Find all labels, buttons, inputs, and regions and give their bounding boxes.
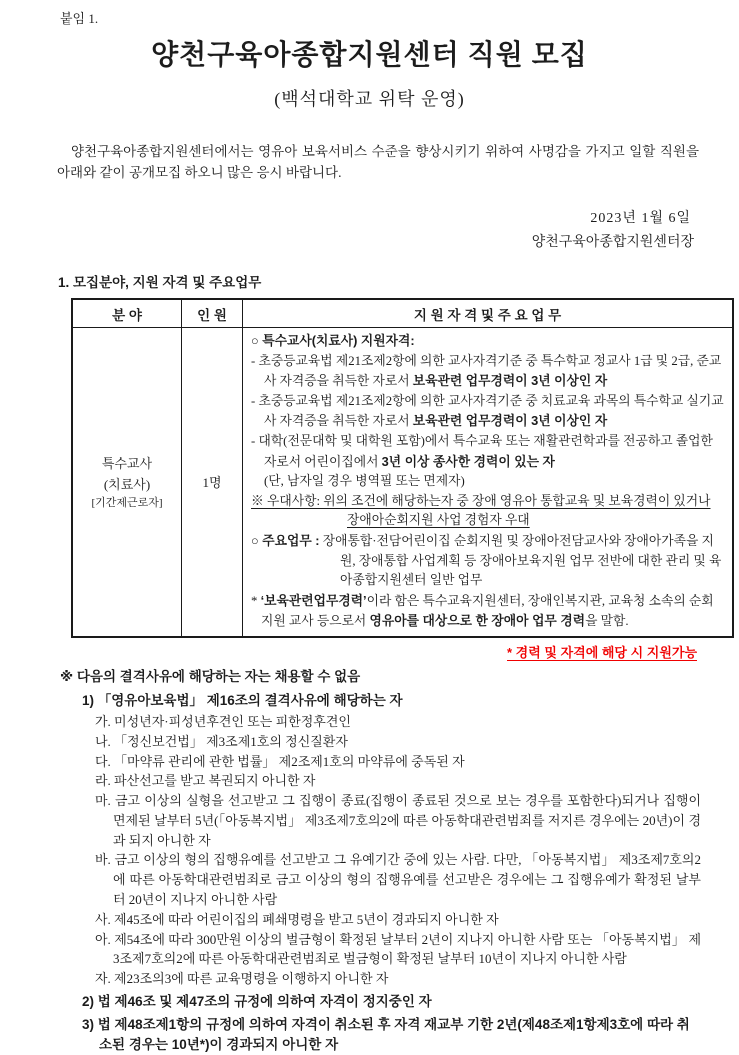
column-header-qualification: 지 원 자 격 및 주 요 업 무 bbox=[243, 299, 734, 328]
text-line bbox=[95, 712, 701, 732]
text-segment: ○ 특수교사(치료사) 지원자격: bbox=[251, 333, 415, 348]
text-line bbox=[82, 1015, 699, 1055]
text-segment: 2) 법 제46조 및 제47조의 규정에 의하여 자격이 정지중인 자 bbox=[82, 994, 432, 1010]
text-line bbox=[251, 392, 724, 432]
text-line bbox=[95, 752, 701, 772]
column-header-count: 인 원 bbox=[182, 299, 243, 328]
position-contract-type: [기간제근로자] bbox=[91, 496, 163, 509]
text-line bbox=[251, 492, 724, 512]
text-segment: 아. 제54조에 따라 300만원 이상의 벌금형이 확정된 날부터 2년이 지나지 아니한 사람 또는 「아동복지법」 제3조제7호의2에 따른 아동학대관련범죄로 벌금형이 확정된 날부터 10년이 지나지 아니한 사람 bbox=[95, 931, 701, 967]
text-segment: 사. 제45조에 따라 어린이집의 폐쇄명령을 받고 5년이 경과되지 아니한 자 bbox=[95, 911, 499, 927]
table-header-row bbox=[72, 299, 733, 328]
text-segment: 3) 법 제48조제1항의 규정에 의하여 자격이 취소된 후 자격 재교부 기한 2년(제48조제1항제3호에 따라 취소된 경우는 10년*)이 경과되지 아니한 자 bbox=[82, 1017, 690, 1053]
text-segment: 가. 미성년자·피성년후견인 또는 피한정후견인 bbox=[95, 713, 351, 729]
text-segment: 자. 제23조의3에 따른 교육명령을 이행하지 아니한 자 bbox=[95, 971, 389, 987]
intro-paragraph: 양천구육아종합지원센터에서는 영유아 보육서비스 수준을 향상시키기 위하여 사명감을 가지고 일할 직원을 아래와 같이 공개모집 하오니 많은 응시 바랍니다. bbox=[57, 144, 699, 180]
position-subname: (치료사) bbox=[103, 476, 151, 492]
attachment-label: 붙임 1. bbox=[60, 11, 99, 26]
issuer-name: 양천구육아종합지원센터장 bbox=[531, 235, 694, 250]
text-segment: (단, 남자일 경우 병역필 또는 면제자) bbox=[264, 474, 465, 489]
text-line bbox=[82, 992, 699, 1012]
text-line bbox=[251, 352, 724, 392]
text-segment: - 초중등교육법 제21조제2항에 의한 교사자격기준 중 특수학교 정교사 1급 및 2급, 준교사 자격증을 취득한 자로서 bbox=[251, 353, 722, 389]
section-1-heading: 1. 모집분야, 지원 자격 및 주요업무 bbox=[58, 275, 262, 290]
text-segment: ○ bbox=[251, 532, 263, 548]
text-segment: 3년 이상 종사한 경력이 있는 자 bbox=[381, 453, 555, 469]
eligibility-note: * 경력 및 자격에 해당 시 지원가능 bbox=[507, 644, 697, 660]
text-segment: - 초중등교육법 제21조제2항에 의한 교사자격기준 중 치료교육 과목의 특수학교 실기교사 자격증을 취득한 자로서 bbox=[251, 393, 724, 429]
text-segment: 바. 금고 이상의 형의 집행유예를 선고받고 그 유예기간 중에 있는 사람. 다만, 「아동복지법」 제3조제7호의2에 따른 아동학대관련범죄로 금고 이상의 형의 집행유예를 선고받은 경우에는 그 집행유예가 확정된 날부터 20년이 지나지 아니한 사람 bbox=[95, 852, 701, 908]
position-cell bbox=[72, 328, 182, 637]
page-subtitle: (백석대학교 위탁 운영) bbox=[274, 89, 465, 109]
disqualification-section bbox=[0, 666, 739, 1055]
page-title: 양천구육아종합지원센터 직원 모집 bbox=[151, 40, 588, 71]
text-segment: 나. 「정신보건법」 제3조제1호의 정신질환자 bbox=[95, 733, 348, 749]
text-segment: ※ 다음의 결격사유에 해당하는 자는 채용할 수 없음 bbox=[60, 668, 361, 684]
table-row bbox=[72, 328, 733, 637]
issue-date: 2023년 1월 6일 bbox=[590, 211, 691, 226]
text-segment: - 대학(전문대학 및 대학원 포함)에서 특수교육 또는 재활관련학과를 전공하고 졸업한 자로서 어린이집에서 bbox=[251, 433, 713, 469]
text-line bbox=[251, 432, 724, 472]
position-name: 특수교사 bbox=[101, 455, 153, 471]
text-segment: 장애통합·전담어린이집 순회지원 및 장애아전담교사와 장애아가족을 지원, 장애통합 사업계획 등 장애아보육지원 업무 전반에 대한 관리 및 육아종합지원센터 일반 업무 bbox=[319, 533, 722, 588]
text-line bbox=[95, 930, 701, 970]
text-line bbox=[95, 732, 701, 752]
text-segment: 이라 함은 특수교육지원센터, 장애인복지관, 교육청 소속의 순회지원 교사 등으로서 bbox=[261, 593, 714, 629]
text-line bbox=[251, 472, 724, 492]
text-segment: 라. 파산선고를 받고 복권되지 아니한 자 bbox=[95, 773, 316, 789]
text-segment: 마. 금고 이상의 실형을 선고받고 그 집행이 종료(집행이 종료된 것으로 보는 경우를 포함한다)되거나 집행이 면제된 날부터 5년(「아동복지법」 제3조제7호의2에 따른 아동학대관련범죄를 저지른 경우에는 20년)이 경과 되지 아니한 자 bbox=[95, 793, 701, 848]
text-line bbox=[95, 969, 701, 989]
text-line bbox=[95, 791, 701, 850]
recruitment-table bbox=[71, 298, 734, 638]
text-segment: 을 말함. bbox=[585, 614, 629, 629]
text-segment: * bbox=[251, 593, 261, 608]
text-line bbox=[60, 666, 739, 688]
text-segment: 주요업무 : bbox=[262, 532, 320, 548]
text-segment: 영유아를 대상으로 한 장애아 업무 경력 bbox=[369, 613, 586, 629]
text-segment: 다. 「마약류 관리에 관한 법률」 제2조제1호의 마약류에 중독된 자 bbox=[95, 753, 465, 769]
qualification-cell bbox=[243, 328, 734, 637]
text-line bbox=[251, 331, 724, 352]
text-segment: ‘보육관련업무경력’ bbox=[260, 592, 367, 608]
text-segment: ※ 우대사항: 위의 조건에 해당하는자 중 장애 영유아 통합교육 및 보육경력이 있거나 bbox=[251, 493, 711, 508]
text-line bbox=[95, 771, 701, 791]
text-line bbox=[251, 591, 724, 632]
text-segment: 보육관련 업무경력이 3년 이상인 자 bbox=[412, 373, 608, 389]
text-segment: 장애아순회지원 사업 경험자 우대 bbox=[347, 513, 530, 528]
text-line bbox=[251, 511, 724, 531]
text-line bbox=[95, 910, 701, 930]
column-header-field: 분 야 bbox=[72, 299, 182, 328]
text-line bbox=[82, 691, 699, 711]
text-segment: 보육관련 업무경력이 3년 이상인 자 bbox=[412, 413, 608, 429]
text-line bbox=[251, 531, 724, 591]
text-segment: 1) 「영유아보육법」 제16조의 결격사유에 해당하는 자 bbox=[82, 692, 403, 708]
headcount-cell: 1명 bbox=[182, 328, 243, 637]
text-line bbox=[95, 850, 701, 909]
